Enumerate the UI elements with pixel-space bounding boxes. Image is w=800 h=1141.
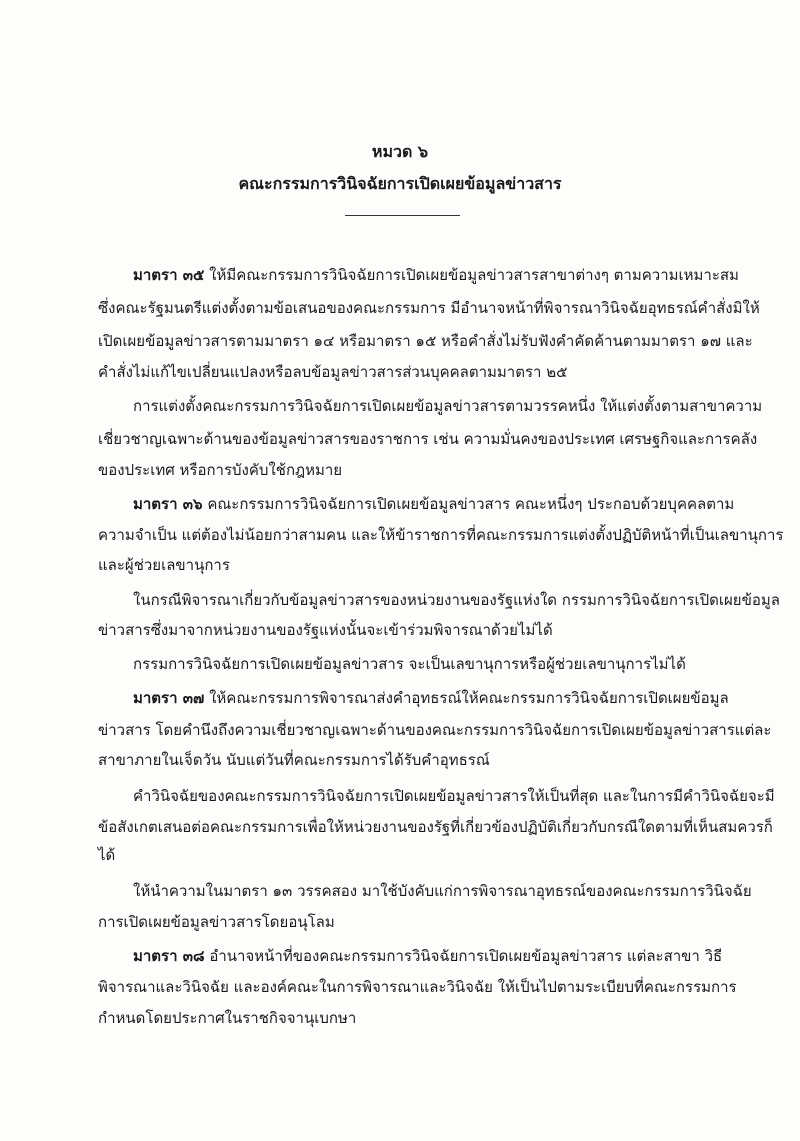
chapter-heading: หมวด ๖ — [371, 142, 429, 161]
text-line: คำสั่งไม่แก้ไขเปลี่ยนแปลงหรือลบข้อมูลข่าวสารส่วนบุคคลตามมาตรา ๒๕ — [98, 363, 568, 381]
text-line: เปิดเผยข้อมูลข่าวสารตามมาตรา ๑๔ หรือมาตรา ๑๕ หรือคำสั่งไม่รับฟังคำคัดค้านตามมาตรา ๑๗ และ — [98, 332, 753, 350]
text-line: สาขาภายในเจ็ดวัน นับแต่วันที่คณะกรรมการได้รับคำอุทธรณ์ — [98, 751, 490, 769]
text-line: การแต่งตั้งคณะกรรมการวินิจฉัยการเปิดเผยข้อมูลข่าวสารตามวรรคหนึ่ง ให้แต่งตั้งตามสาขาความ — [133, 397, 763, 415]
text-line: ความจำเป็น แต่ต้องไม่น้อยกว่าสามคน และให้ข้าราชการที่คณะกรรมการแต่งตั้งปฏิบัติหน้าที่เป็นเลขานุการ — [98, 526, 784, 544]
text-line: มาตรา ๓๖ คณะกรรมการวินิจฉัยการเปิดเผยข้อมูลข่าวสาร คณะหนึ่งๆ ประกอบด้วยบุคคลตาม — [133, 495, 735, 513]
section-label: มาตรา ๓๖ — [133, 495, 203, 513]
section-label: มาตรา ๓๘ — [133, 947, 205, 965]
text-line: ในกรณีพิจารณาเกี่ยวกับข้อมูลข่าวสารของหน่วยงานของรัฐแห่งใด กรรมการวินิจฉัยการเปิดเผยข้อมูล — [133, 591, 780, 609]
section-label: มาตรา ๓๕ — [133, 266, 205, 284]
text-line: การเปิดเผยข้อมูลข่าวสารโดยอนุโลม — [98, 913, 335, 931]
text-line: มาตรา ๓๕ ให้มีคณะกรรมการวินิจฉัยการเปิดเผยข้อมูลข่าวสารสาขาต่างๆ ตามความเหมาะสม — [133, 266, 739, 284]
text-line: ซึ่งคณะรัฐมนตรีแต่งตั้งตามข้อเสนอของคณะกรรมการ มีอำนาจหน้าที่พิจารณาวินิจฉัยอุทธรณ์คำสั่งมิให้ — [98, 299, 760, 317]
text-line: และผู้ช่วยเลขานุการ — [98, 556, 230, 574]
text-line: กำหนดโดยประกาศในราชกิจจานุเบกษา — [98, 1009, 357, 1027]
text-line: ได้ — [98, 846, 116, 864]
text-line: ข่าวสารซึ่งมาจากหน่วยงานของรัฐแห่งนั้นจะเข้าร่วมพิจารณาด้วยไม่ได้ — [98, 621, 553, 639]
title-divider — [345, 215, 460, 216]
text-line: มาตรา ๓๗ ให้คณะกรรมการพิจารณาส่งคำอุทธรณ์ให้คณะกรรมการวินิจฉัยการเปิดเผยข้อมูล — [133, 689, 729, 707]
section-label: มาตรา ๓๗ — [133, 689, 205, 707]
text-line: เชี่ยวชาญเฉพาะด้านของข้อมูลข่าวสารของราชการ เช่น ความมั่นคงของประเทศ เศรษฐกิจและการคลัง — [98, 430, 758, 448]
text-line: กรรมการวินิจฉัยการเปิดเผยข้อมูลข่าวสาร จะเป็นเลขานุการหรือผู้ช่วยเลขานุการไม่ได้ — [133, 655, 686, 673]
text-line: มาตรา ๓๘ อำนาจหน้าที่ของคณะกรรมการวินิจฉัยการเปิดเผยข้อมูลข่าวสาร แต่ละสาขา วิธี — [133, 947, 723, 965]
text-line: ข่าวสาร โดยคำนึงถึงความเชี่ยวชาญเฉพาะด้านของคณะกรรมการวินิจฉัยการเปิดเผยข้อมูลข่าวสารแต่ละ — [98, 721, 772, 739]
chapter-title: คณะกรรมการวินิจฉัยการเปิดเผยข้อมูลข่าวสาร — [238, 174, 562, 193]
text-line: คำวินิจฉัยของคณะกรรมการวินิจฉัยการเปิดเผยข้อมูลข่าวสารให้เป็นที่สุด และในการมีคำวินิจฉัยจะมี — [133, 787, 775, 805]
text-line: พิจารณาและวินิจฉัย และองค์คณะในการพิจารณาและวินิจฉัย ให้เป็นไปตามระเบียบที่คณะกรรมการ — [98, 978, 737, 996]
text-line: ให้นำความในมาตรา ๑๓ วรรคสอง มาใช้บังคับแก่การพิจารณาอุทธรณ์ของคณะกรรมการวินิจฉัย — [133, 882, 752, 900]
text-line: ข้อสังเกตเสนอต่อคณะกรรมการเพื่อให้หน่วยงานของรัฐที่เกี่ยวข้องปฏิบัติเกี่ยวกับกรณีใดตามที่เห็นสมควรก็ — [98, 818, 773, 836]
text-line: ของประเทศ หรือการบังคับใช้กฎหมาย — [98, 461, 343, 479]
